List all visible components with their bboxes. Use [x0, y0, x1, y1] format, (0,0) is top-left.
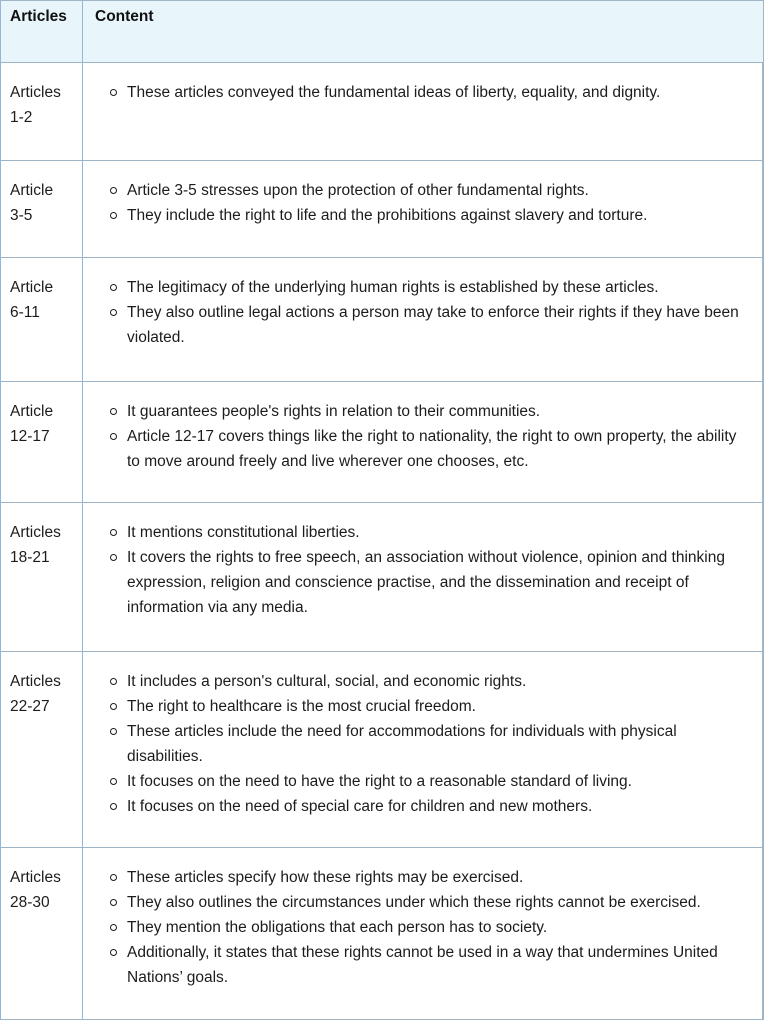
list-item: Additionally, it states that these rights cannot be used in a way that undermines United Nations’ goals.: [127, 940, 751, 990]
header-articles: Articles: [1, 1, 83, 63]
bullet-list: [83, 399, 751, 474]
table-header-row: [1, 1, 764, 63]
list-item: It focuses on the need of special care for children and new mothers.: [127, 794, 751, 819]
content-cell: [83, 382, 764, 503]
circle-bullet-icon: [110, 703, 117, 710]
list-item: It includes a person's cultural, social, and economic rights.: [127, 669, 751, 694]
header-content: Content: [83, 1, 764, 63]
article-label: [1, 503, 83, 652]
content-cell: [83, 63, 764, 161]
circle-bullet-icon: [110, 728, 117, 735]
list-item: It covers the rights to free speech, an association without violence, opinion and thinking expression, religion and conscience practise, and the dissemination and receipt of information via any media.: [127, 545, 751, 620]
content-cell: [83, 258, 764, 382]
article-label-range: 1-2: [10, 109, 33, 126]
circle-bullet-icon: [110, 309, 117, 316]
list-item: They also outlines the circumstances under which these rights cannot be exercised.: [127, 890, 751, 915]
article-label: [1, 63, 83, 161]
article-label: [1, 848, 83, 1020]
article-label-range: 22-27: [10, 698, 50, 715]
circle-bullet-icon: [110, 433, 117, 440]
article-label: [1, 258, 83, 382]
article-label-word: Articles: [10, 673, 61, 690]
list-item: These articles specify how these rights may be exercised.: [127, 865, 751, 890]
table-row: [1, 652, 764, 848]
table-row: [1, 63, 764, 161]
content-cell: [83, 652, 764, 848]
table-row: [1, 848, 764, 1020]
circle-bullet-icon: [110, 803, 117, 810]
list-item: The legitimacy of the underlying human rights is established by these articles.: [127, 275, 751, 300]
bullet-list: [83, 865, 751, 990]
list-item: It guarantees people's rights in relation to their communities.: [127, 399, 751, 424]
circle-bullet-icon: [110, 949, 117, 956]
list-item: These articles conveyed the fundamental ideas of liberty, equality, and dignity.: [127, 80, 751, 105]
article-label-word: Articles: [10, 869, 61, 886]
content-cell: [83, 848, 764, 1020]
table-row: [1, 161, 764, 258]
list-item: They include the right to life and the prohibitions against slavery and torture.: [127, 203, 751, 228]
bullet-list: [83, 275, 751, 350]
list-item: It focuses on the need to have the right to a reasonable standard of living.: [127, 769, 751, 794]
article-label-word: Articles: [10, 84, 61, 101]
article-label-range: 12-17: [10, 428, 50, 445]
content-cell: [83, 503, 764, 652]
article-label-range: 6-11: [10, 304, 40, 321]
content-cell: [83, 161, 764, 258]
article-label: [1, 382, 83, 503]
circle-bullet-icon: [110, 212, 117, 219]
list-item: The right to healthcare is the most crucial freedom.: [127, 694, 751, 719]
table-row: [1, 503, 764, 652]
circle-bullet-icon: [110, 408, 117, 415]
bullet-list: [83, 80, 751, 105]
article-label-word: Articles: [10, 524, 61, 541]
circle-bullet-icon: [110, 554, 117, 561]
article-label-range: 28-30: [10, 894, 50, 911]
list-item: They mention the obligations that each person has to society.: [127, 915, 751, 940]
article-label-word: Article: [10, 403, 54, 420]
table-row: [1, 382, 764, 503]
list-item: It mentions constitutional liberties.: [127, 520, 751, 545]
article-label-word: Article: [10, 182, 54, 199]
circle-bullet-icon: [110, 529, 117, 536]
circle-bullet-icon: [110, 284, 117, 291]
list-item: These articles include the need for accommodations for individuals with physical disabilities.: [127, 719, 751, 769]
bullet-list: [83, 669, 751, 819]
list-item: Article 3-5 stresses upon the protection of other fundamental rights.: [127, 178, 751, 203]
circle-bullet-icon: [110, 924, 117, 931]
article-label-range: 3-5: [10, 207, 33, 224]
bullet-list: [83, 520, 751, 620]
article-label: [1, 161, 83, 258]
article-label: [1, 652, 83, 848]
table-row: [1, 258, 764, 382]
article-label-word: Article: [10, 279, 54, 296]
circle-bullet-icon: [110, 678, 117, 685]
circle-bullet-icon: [110, 187, 117, 194]
list-item: They also outline legal actions a person may take to enforce their rights if they have been violated.: [127, 300, 751, 350]
list-item: Article 12-17 covers things like the right to nationality, the right to own property, the ability to move around freely and live wherever one chooses, etc.: [127, 424, 751, 474]
circle-bullet-icon: [110, 874, 117, 881]
article-label-range: 18-21: [10, 549, 50, 566]
circle-bullet-icon: [110, 89, 117, 96]
circle-bullet-icon: [110, 899, 117, 906]
bullet-list: [83, 178, 751, 228]
circle-bullet-icon: [110, 778, 117, 785]
